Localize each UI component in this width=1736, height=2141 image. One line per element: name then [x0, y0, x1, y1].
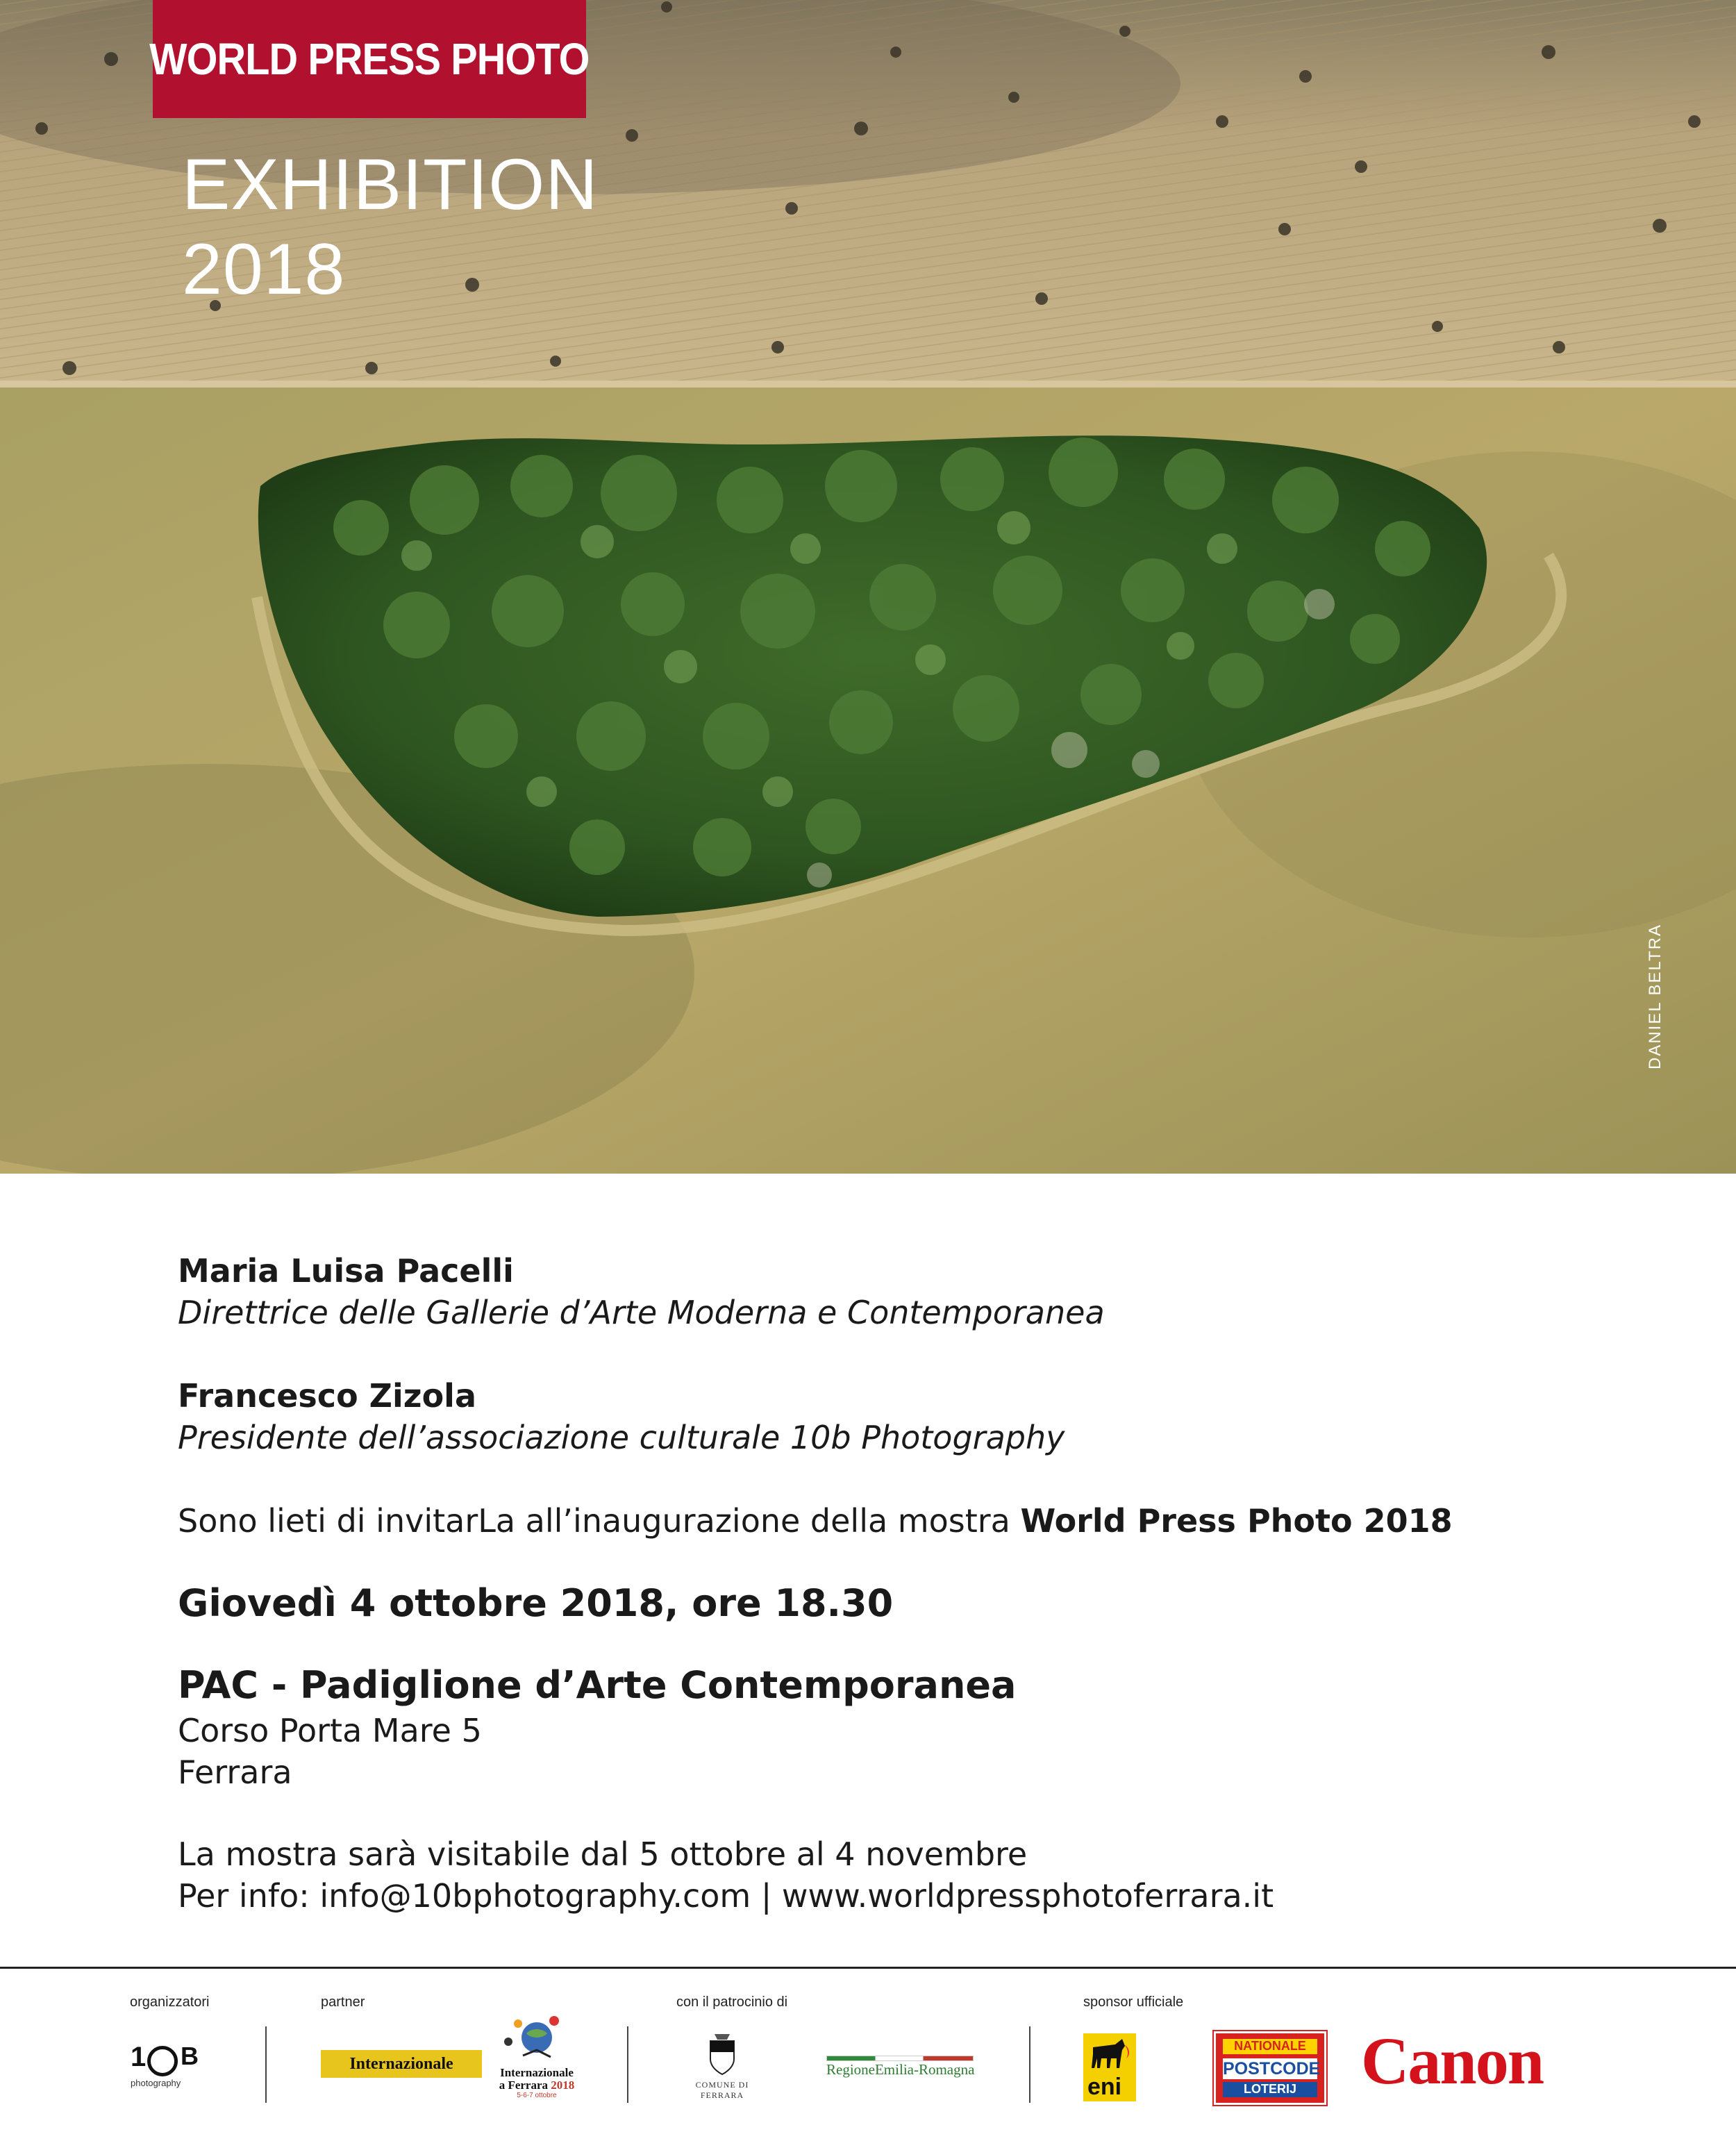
internazionale-ferrara-city: a Ferrara	[499, 2078, 549, 2092]
title-line-exhibition: EXHIBITION	[182, 144, 599, 225]
tenb-photography-logo[interactable]	[131, 2042, 207, 2097]
exhibition-title	[182, 142, 598, 312]
footer-separator	[265, 2026, 267, 2103]
internazionale-ferrara-logo[interactable]	[492, 2014, 582, 2106]
internazionale-ferrara-days: 5-6-7 ottobre	[517, 2092, 557, 2099]
comune-ferrara-logo[interactable]	[674, 2031, 771, 2101]
partner-label: partner	[321, 1994, 365, 2010]
six-legged-dog-icon	[1087, 2038, 1132, 2072]
brand-logo-box	[149, 0, 590, 118]
host-role: Presidente dell’associazione culturale 10b Photography	[178, 1419, 1065, 1456]
comune-ferrara-label: COMUNE DI FERRARA	[695, 2080, 749, 2100]
postcode-line2: POSTCODE	[1223, 2059, 1321, 2078]
brand-name: WORLD PRESS PHOTO	[149, 34, 590, 84]
canon-logo[interactable]	[1361, 2026, 1611, 2096]
patronage-label: con il patrocinio di	[676, 1994, 788, 2010]
internazionale-ferrara-year: 2018	[551, 2078, 575, 2092]
tenb-mark-left: 1	[131, 2042, 147, 2072]
venue-address: Corso Porta Mare 5	[178, 1712, 482, 1749]
postcode-line1: NATIONALE	[1223, 2039, 1317, 2054]
footer-separator	[627, 2026, 628, 2103]
event-date: Giovedì 4 ottobre 2018, ore 18.30	[178, 1581, 894, 1625]
photo-credit: DANIEL BELTRA	[1646, 923, 1664, 1069]
invitation-line	[178, 1500, 1636, 1542]
eni-logo[interactable]	[1083, 2033, 1139, 2103]
tenb-mark-right: B	[181, 2042, 199, 2070]
internazionale-logo[interactable]	[321, 2050, 482, 2078]
sponsor-label: sponsor ufficiale	[1083, 1994, 1184, 2010]
venue-name: PAC - Padiglione d’Arte Contemporanea	[178, 1663, 1017, 1707]
organizers-label: organizzatori	[130, 1994, 210, 2010]
host-2	[178, 1375, 1636, 1458]
postcode-loterij-logo[interactable]	[1214, 2031, 1326, 2105]
venue-block	[178, 1661, 1636, 1793]
host-name: Maria Luisa Pacelli	[178, 1252, 514, 1290]
juggler-icon	[499, 2014, 575, 2064]
tenb-circle-icon	[147, 2046, 178, 2076]
footer-separator	[1029, 2026, 1030, 2103]
canon-wordmark: Canon	[1361, 2024, 1544, 2098]
postcode-line3: LOTERIJ	[1223, 2082, 1317, 2097]
host-role: Direttrice delle Gallerie d’Arte Moderna e Contemporanea	[178, 1294, 1105, 1331]
tenb-subtitle: photography	[131, 2078, 181, 2088]
eni-wordmark: eni	[1087, 2074, 1122, 2100]
exhibition-name: World Press Photo 2018	[1020, 1502, 1453, 1540]
tricolor-bar-icon	[826, 2056, 974, 2061]
exhibition-dates: La mostra sarà visitabile dal 5 ottobre al 4 novembre	[178, 1835, 1028, 1873]
regione-emilia-romagna-logo[interactable]	[826, 2056, 979, 2081]
contact-info[interactable]: Per info: info@10bphotography.com | www.worldpressphotoferrara.it	[178, 1877, 1274, 1915]
title-line-year: 2018	[182, 229, 346, 310]
internazionale-wordmark: Internazionale	[349, 2054, 453, 2073]
city-crest-icon	[705, 2031, 740, 2077]
footer-divider	[0, 1967, 1736, 1969]
internazionale-ferrara-line1: Internazionale	[500, 2066, 574, 2079]
host-1	[178, 1250, 1636, 1333]
host-name: Francesco Zizola	[178, 1377, 476, 1415]
invitation-text	[178, 1250, 1636, 1917]
regione-wordmark: RegioneEmilia-Romagna	[826, 2061, 975, 2078]
invitation-sentence: Sono lieti di invitarLa all’inaugurazione della mostra	[178, 1502, 1021, 1540]
venue-city: Ferrara	[178, 1753, 292, 1791]
internazionale-ferrara-line2	[492, 2079, 582, 2092]
